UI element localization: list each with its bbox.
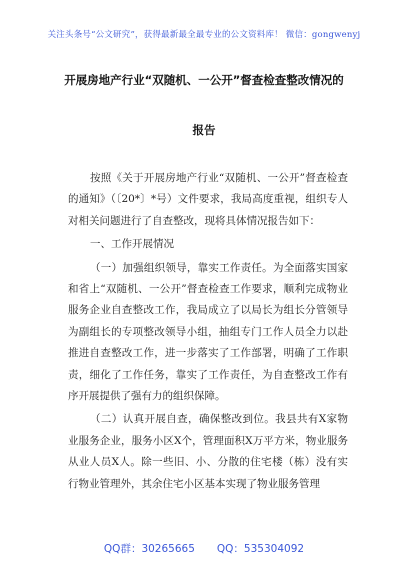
body-paragraph: （一）加强组织领导，靠实工作责任。为全面落实国家和省上“双随机、一公开”督查检查工作要求，顺利完成物业服务企业自查整改工作，我局成立了以局长为组长分管领导为副组长的专项整改领导小组，抽组专门工作人员全力以赴推进自查整改工作，进一步落实了工作部署，明确了工作职责，细化了工作任务，靠实了工作责任，为自查整改工作有序开展提供了强有力的组织保障。 — [68, 261, 348, 403]
document-title-line-1: 开展房地产行业“双随机、一公开”督查检查整改情况的 — [64, 73, 344, 87]
qq-group-text: QQ群：30265665 — [103, 543, 195, 555]
section-heading: 一、工作开展情况 — [90, 238, 175, 251]
qq-contact-text: QQ：535304092 — [216, 543, 305, 555]
document-body — [68, 168, 348, 495]
body-paragraph: （二）认真开展自查，确保整改到位。我县共有X家物业服务企业，服务小区X个，管理面积X万平方米，物业服务从业人员X人。除一些旧、小、分散的住宅楼（栋）没有实行物业管理外，其余住宅小区基本实现了物业服务管理 — [68, 413, 348, 490]
header-banner: 关注头条号“公文研究”，获得最新最全最专业的公文资料库！ 微信：gongwenyj — [47, 30, 361, 40]
document-title-line-2: 报告 — [192, 123, 216, 137]
intro-paragraph: 按照《关于开展房地产行业“双随机、一公开”督查检查的通知》（〔20*〕*号）文件要求，我局高度重视，组织专人对相关问题进行了自查整改，现将具体情况报告如下： — [68, 172, 348, 227]
footer-contact — [0, 541, 408, 556]
